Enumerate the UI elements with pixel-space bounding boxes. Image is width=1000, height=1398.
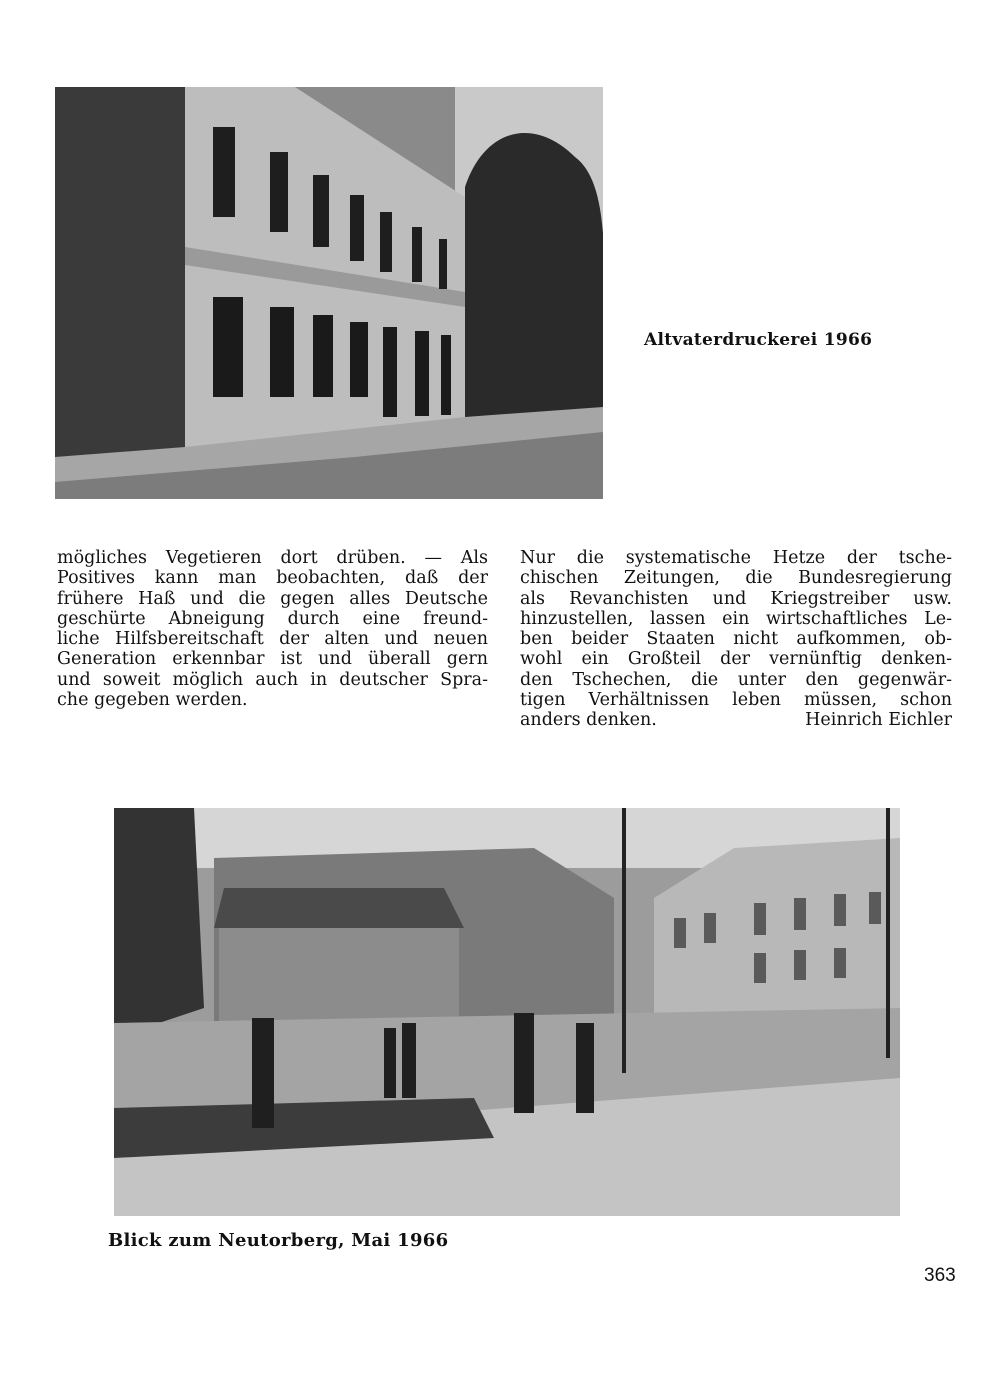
- text-line: Generation erkennbar ist und überall gern: [57, 649, 488, 670]
- text-line: wohl ein Großteil der vernünftig denken-: [520, 649, 952, 670]
- photo-altvaterdruckerei: [55, 87, 603, 499]
- figure-caption-1: Altvaterdruckerei 1966: [644, 330, 873, 350]
- text-line: che gegeben werden.: [57, 690, 248, 711]
- closing-text: anders denken.: [520, 710, 657, 731]
- text-line: Nur die systematische Hetze der tsche-: [520, 548, 952, 568]
- text-line: ben beider Staaten nicht aufkommen, ob-: [520, 629, 952, 650]
- author-signature: Heinrich Eichler: [805, 710, 952, 731]
- text-line: mögliches Vegetieren dort drüben. — Als: [57, 548, 488, 568]
- text-line: liche Hilfsbereitschaft der alten und neuen: [57, 629, 488, 650]
- text-line: und soweit möglich auch in deutscher Spra-: [57, 669, 488, 690]
- text-line: als Revanchisten und Kriegstreiber usw.: [520, 588, 952, 609]
- photo-neutorberg: [114, 808, 900, 1216]
- text-line: chischen Zeitungen, die Bundesregierung: [520, 568, 952, 589]
- page-number: 363: [924, 1265, 956, 1286]
- text-line: den Tschechen, die unter den gegenwär-: [520, 669, 952, 690]
- figure-caption-2: Blick zum Neutorberg, Mai 1966: [108, 1230, 449, 1251]
- text-line: frühere Haß und die gegen alles Deutsche: [57, 588, 488, 609]
- closing-line: [520, 710, 952, 730]
- text-line: geschürte Abneigung durch eine freund-: [57, 608, 488, 629]
- right-text-column: [520, 548, 952, 731]
- text-line: hinzustellen, lassen ein wirtschaftliches Le-: [520, 608, 952, 629]
- text-line: Positives kann man beobachten, daß der: [57, 568, 488, 589]
- text-line: tigen Verhältnissen leben müssen, schon: [520, 690, 952, 711]
- left-text-column: [57, 548, 488, 710]
